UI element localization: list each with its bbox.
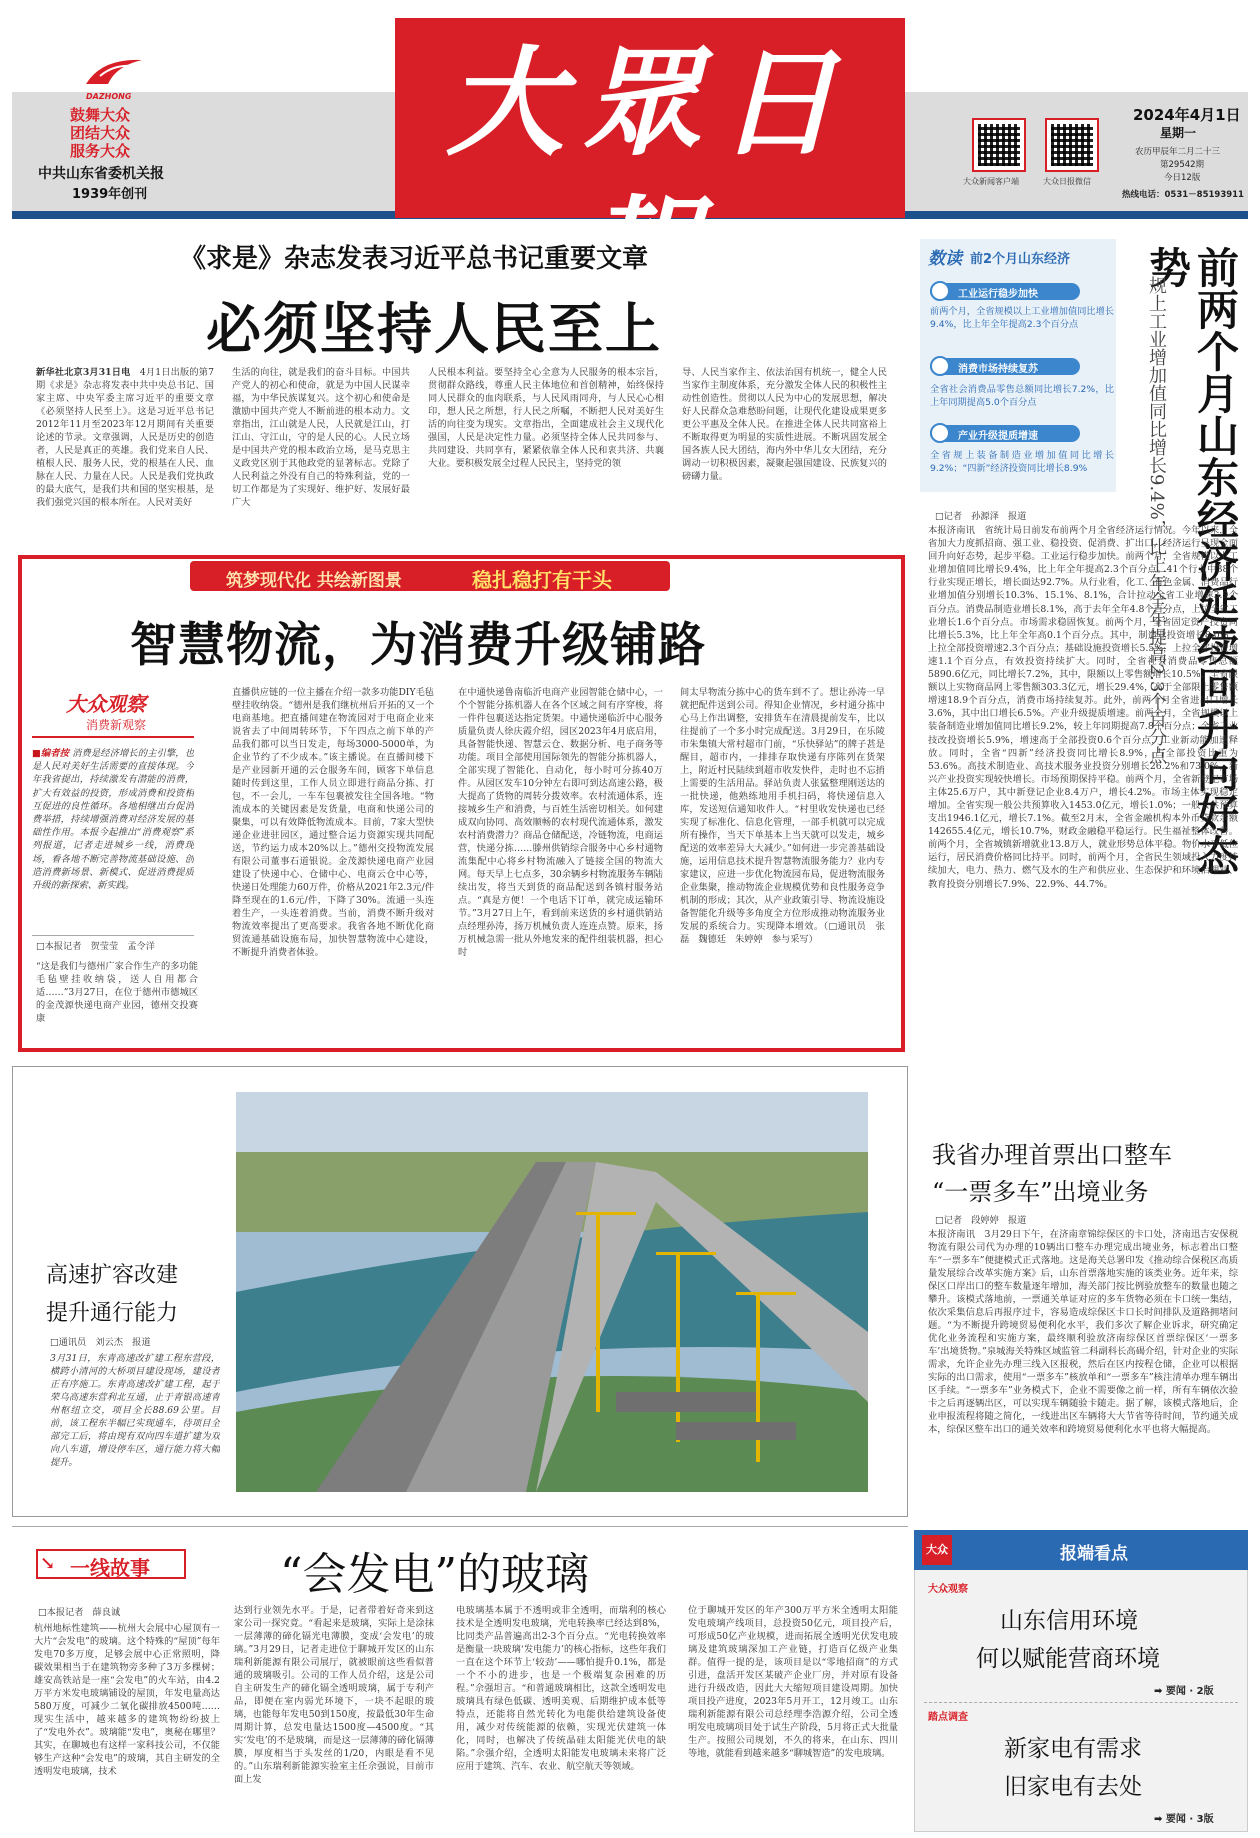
editor-label: ■编者按 [32, 748, 70, 759]
organization: 中共山东省委机关报 [38, 166, 164, 182]
founded: 1939年创刊 [72, 187, 148, 202]
export-byline: □记者 段婷婷 报道 [935, 1215, 1027, 1226]
lead-col-1-text: 4月1日出版的第7期《求是》杂志将发表中共中央总书记、国家主席、中央军委主席习近平的重要文章《必须坚持人民至上》。这是习近平总书记2012年11月至2023年12月期间有关重要论述的节录。文章强调，人民是历史的创造者，人民是真正的英雄。我们党来自人民、植根人民、服务人民，党的根基在人民、血脉在人民、力量在人民。人民是我们党执政的最大底气，是我们共和国的坚实根基，是我们强党兴国的根本所在。人民对美好 [36, 367, 214, 508]
data-item-1-label: 工业运行稳步加快 [958, 289, 1038, 300]
feature-byline: □本报记者 贺莹莹 孟令洋 [36, 941, 155, 952]
shopping-cart-icon [930, 356, 950, 376]
feature-col-2: 直播供应链的一位主播在介绍一款多功能DIY毛毡壁挂收纳袋。“德州是我们继杭州后开拓的又一个电商基地。把直播间建在物流园对于电商企业来说省去了中间周转环节，下午四点之前下单的产品我们都可以当日发走，每场3000-5000单，为企业节约了不少成本。”该主播说。在直播间楼下是产业园新开通的云仓服务车间，顾客下单信息随时传到这里，工作人员立即进行商品分拣、打包，不一会儿，一车车包裹被发往全国各地。“物流成本的关键因素是发货量，电商和快递公司的聚集，可以有效降低物流成本。目前，7家大型快递企业进驻园区，通过整合运力资源实现共同配送，节约运力成本20%以上。”德州交投物流发展有限公司董事石道银说。金茂源快递电商产业园建设了快递中心、仓储中心、电商云仓中心等，快递日处理能力60万件，价格从2021年2.3元/件降至现在的1.6元/件，下降了30%。流通一头连着生产，一头连着消费。当前，消费不断升级对物流效率提出了更高要求。我省各地不断优化商贸流通基础设施布局，加快智慧物流中心建设，不断提升消费者体验。 [232, 687, 434, 958]
dazhong-bird-icon [82, 54, 146, 92]
data-item-2-label: 消费市场持续复苏 [958, 364, 1038, 375]
photo-caption: 3月31日，东青高速改扩建工程东营段，横跨小清河的大桥项目建设现场，建设者正有序施工。东青高速改扩建工程，起于荣乌高速东营利北互通，止于青银高速青州枢纽立交，项目全长88.69公里。目前，该工程东半幅已实现通车，待项目全部完工后，将由现有双向四车道扩建为双向八车道，增设停车区，通行能力将大幅提升。 [50, 1353, 220, 1468]
glass-col-2: 达到行业领先水平。于是，记者带着好奇来到这家公司一探究竟。“看起来是玻璃，实际上是涂抹一层薄薄的碲化镉光电薄膜，变成‘会发电’的玻璃。”3月29日，记者走进位于聊城开发区的山东瑞利新能源有限公司展厅，就被眼前这些看似普通的玻璃吸引。公司的工作人员介绍，这是公司自主研发生产的碲化镉全透明玻璃，属于专利产品，即便在室内弱光环境下，一块不起眼的玻璃，也能每年发电50到150度，按最低30年生命周期计算，总发电量达1500度—4500度。“其实‘发电’的不是玻璃，而是这一层薄薄的碲化镉薄膜，厚度相当于头发丝的1/20，内眼是看不见的。”山东瑞利新能源实验室主任佘强说，目前市面上发 [234, 1605, 434, 1785]
data-item-3-label: 产业升级提质增速 [958, 431, 1038, 442]
feature-headline[interactable]: 智慧物流，为消费升级铺路 [130, 618, 706, 673]
column-logo: 大众观察 [66, 692, 146, 716]
feature-col-4 [680, 686, 885, 1042]
photo-headline-2[interactable]: 提升通行能力 [46, 1301, 179, 1326]
lead-col-1 [36, 366, 214, 538]
data-item-1-text: 前两个月，全省规模以上工业增加值同比增长9.4%，比上年全年提高2.3个百分点 [930, 306, 1114, 330]
column-tag-label: 一线故事 [70, 1556, 150, 1580]
readpoint-item-1-l1[interactable]: 山东信用环境 [1000, 1608, 1138, 1634]
readpoint-item-1-ref[interactable]: ➡ 要闻 · 2版 [1154, 1686, 1214, 1697]
readpoint-item-2-l2[interactable]: 旧家电有去处 [1004, 1774, 1142, 1800]
page-count: 今日12版 [1164, 173, 1201, 183]
factory-icon [930, 423, 950, 443]
photo-headline-1[interactable]: 高速扩容改建 [46, 1263, 179, 1288]
qr-code-app[interactable] [972, 118, 1026, 172]
vertical-headline[interactable]: 前两个月山东经济延续回升向好态势 [1143, 246, 1240, 876]
glass-headline[interactable]: “会发电”的玻璃 [280, 1549, 589, 1600]
qr-code-wechat[interactable] [1045, 118, 1099, 172]
slogan-2: 团结大众 [70, 124, 131, 142]
chart-up-icon [930, 281, 950, 301]
glass-col-3: 电玻璃基本属于不透明或非全透明，而瑞利的核心技术是全透明发电玻璃，光电转换率已经达到8%，比同类产品普遍高出2-3个百分点。“光电转换效率是衡量一块玻璃‘发电能力’的核心指标，这些年我们一直在这个环节上‘较劲’——哪怕提升0.1%，都是一个不小的进步，也是一个极端复杂困难的历程。”佘强坦言。“和普通玻璃相比，这款全透明发电玻璃具有绿色低碳、透明美观、后期维护成本低等特点，还能将自然光转化为电能供给建筑设备使用，减少对传统能源的依赖，实现光伏建筑一体化，同时，也解决了传统晶硅太阳能光伏电的缺陷。”佘强介绍，全透明太阳能发电玻璃未来将广泛应用于建筑、汽车、农业、航空航天等领域。 [456, 1605, 666, 1772]
feature-banner-b: 稳扎稳打有干头 [472, 568, 612, 592]
lunar-date: 农历甲辰年二月二十三 [1135, 147, 1221, 157]
editor-note-text: 消费是经济增长的主引擎，也是人民对美好生活需要的直接体现。今年我省提出，持续激发有潜能的消费，扩大有效益的投资，形成消费和投资相互促进的良性循环。各地相继出台促消费举措，持续增强消费对经济发展的基础性作用。本报今起推出“消费观察”系列报道，记者走进城乡一线，消费现场，看各地不断完善物流基础设施、创造消费新场景、新模式、促进消费提质升级的新探索、新实践。 [32, 748, 194, 892]
feature-col-4-byline: （□通讯员 张磊 魏德廷 朱婷婷 参与采写） [680, 921, 885, 945]
weekday: 星期一 [1160, 126, 1197, 140]
data-read-title-a: 数读 [928, 249, 962, 269]
feature-col-3: 在中通快递鲁南临沂电商产业园智能仓储中心，一个个智能分拣机器人在各个区域之间有序穿梭，将一件件包裹送达指定货架。中通快递临沂中心服务质量负责人徐庆霞介绍，园区2023年4月底启用，具备智能快递、智慧云仓、数据分析、电子商务等功能。项目全部使用国际领先的智能分拣机器人，全部实现了智能化、自动化，每小时可分拣40万件。从园区发车10分钟左右即可到达高速公路，极大提高了货物的周转分拨效率。农村流通体系，连接城乡生产和消费，与百姓生活密切相关。如何建成双向协同、高效顺畅的农村现代流通体系，激发农村消费潜力？商品仓储配送，冷链物流，电商运营，快递分拣……滕州供销综合服务中心乡村通物流集配中心将乡村物流融入了链接全国的物流大网。每天早上七点多，30余辆乡村物流服务车辆陆续出发，将当天到货的商品配送到各镇村服务站点。“真是方便！一个电话下订单，就完成运输环节。”3月27日上午，看到前来送货的乡村通供销站点经理孙涛，扬万机械负责人连连点赞。原来，扬万机械急需一批从外地发来的配件组装机器，担心时 [458, 687, 663, 958]
lead-col-3: 人民根本利益。要坚持全心全意为人民服务的根本宗旨，贯彻群众路线，尊重人民主体地位和首创精神，始终保持同人民群众的血肉联系，与人民风雨同舟，与人民心心相印，想人民之所想，行人民之所嘱，不断把人民对美好生活的向往变为现实。文章指出，全面建成社会主义现代化强国，人民是决定性力量。必须坚持全体人民共同参与、共同建设、共同享有，紧紧依靠全体人民和衷共济、共襄大业。要积极发展全过程人民民主，坚持党的领 [428, 367, 664, 469]
readpoint-title: 报端看点 [1060, 1544, 1128, 1564]
newspaper-title: 大眾日報 [445, 33, 854, 322]
issue-date: 2024年4月1日 [1133, 106, 1241, 124]
editor-note [32, 747, 194, 927]
feature-banner-a: 筑梦现代化 共绘新图景 [226, 571, 402, 591]
feature-divider [32, 935, 194, 936]
hotline: 热线电话：0531－85193911 [1122, 190, 1244, 200]
readpoint-item-2-l1[interactable]: 新家电有需求 [1004, 1736, 1142, 1762]
lead-col-2: 生活的向往，就是我们的奋斗目标。中国共产党人的初心和使命，就是为中国人民谋幸福，为中华民族谋复兴。这个初心和使命是激励中国共产党人不断前进的根本动力。文章指出，江山就是人民，人民就是江山，打江山、守江山，守的是人民的心。人民立场是中国共产党的根本政治立场，是马克思主义政党区别于其他政党的显著标志。党除了人民利益之外没有自己的特殊利益，党的一切工作都是为了实现好、维护好、发展好最广大 [232, 367, 410, 508]
lead-col-4: 导、人民当家作主、依法治国有机统一，健全人民当家作主制度体系，充分激发全体人民的积极性主动性创造性。贯彻以人民为中心的发展思想，解决好人民群众急难愁盼问题，让现代化建设成果更多更公平惠及全体人民。在推进全体人民共同富裕上不断取得更为明显的实质性进展。不断巩固发展全国各族人民大团结，海内外中华儿女大团结，充分调动一切积极因素，凝聚起强国建设、民族复兴的磅礴力量。 [682, 367, 887, 482]
arrow-icon: ↘ [40, 1553, 56, 1574]
readpoint-tag-1: 大众观察 [928, 1584, 968, 1595]
logo-en: DAZHONG [86, 92, 132, 101]
glass-col-4: 位于聊城开发区的年产300万平方米全透明太阳能发电玻璃产线项目，总投资50亿元，项目投产后，可形成50亿产业规模，进而拓展全透明光伏发电玻璃及建筑玻璃深加工产业链，打造百亿级产业集群。值得一提的是，该项目是以“零地招商”的方式引进，盘活开发区某破产企业厂房，并对原有设备进行升级改造，因此大大缩短项目建设周期。加快项目投产进度，2023年5月开工，12月竣工。山东瑞利新能源有限公司总经理李浩源介绍，公司全透明发电玻璃项目处于试生产阶段，5月将正式大批量生产。按照公司规划，不久的将来，在山东、四川等地，就能看到越来越多“聊城智造”的发电玻璃。 [688, 1605, 898, 1759]
highway-bridge-photo[interactable] [236, 1092, 868, 1492]
readpoint-item-2-ref[interactable]: ➡ 要闻 · 3版 [1154, 1814, 1214, 1825]
feature-col-4-text: 间太早物流分拣中心的货车到不了。想让孙涛一早就把配件送到公司。得知企业情况，乡村通分拣中心马上作出调整，安排货车在清晨提前发车，比以往提前了一个多小时完成配送。3月29日，在乐陵市朱集镇大常村超市门前，“乐快驿站”的牌子甚是醒目，超市内，一排排存取快递有序陈列在货架上，附近村民陆续到超市收发快件，走时也不忘捎上需要的生活用品。驿站负责人张猛整理刚送达的一批快递，他熟练地用手机扫码，将快递信息入库，发送短信通知收件人。“村里收发快递也已经实现了标准化、信息化管理，一部手机就可以完成所有操作，当天下单基本上当天就可以发走，城乡配送的效率差异大大减少。”如何进一步完善基础设施，运用信息技术提升智慧物流服务能力？业内专家建议，应进一步优化物流园布局，促进物流服务企业集聚，推动物流企业规模优势和良性服务竞争机制的形成；其次，从产业政策引导、物流设施设备智能化升级等多角度全方位形成推动物流服务业发展的系统合力。实现降本增效。 [680, 687, 885, 932]
lead-kicker[interactable]: 《求是》杂志发表习近平总书记重要文章 [180, 244, 649, 274]
slogan-3: 服务大众 [70, 142, 131, 160]
readpoint-divider [924, 1702, 1238, 1703]
lead-headline[interactable]: 必须坚持人民至上 [206, 296, 663, 361]
qr-label-wechat: 大众日报微信 [1043, 177, 1091, 186]
section-rule [12, 1526, 908, 1527]
glass-byline: □本报记者 薛良诚 [38, 1607, 121, 1618]
glass-col-1: 杭州地标性建筑——杭州大会展中心屋顶有一大片“会发电”的玻璃。这个特殊的“屋顶”每年发电70多万度，足够会展中心正常照明，降碳效果相当于在建筑物旁多种了3万多棵树；雄安高铁站是一座“会发电”的火车站，由4.2万平方米发电玻璃铺设的屋顶，年发电量高达580万度，可减少二氧化碳排放4500吨……现实生活中，越来越多的建筑物纷纷披上了“发电外衣”。玻璃能“发电”，奥秘在哪里？其实，在聊城也有这样一家科技公司，不仅能够生产这种“会发电”的玻璃，其自主研发的全透明发电玻璃，技术 [34, 1623, 220, 1777]
photo-byline: □通讯员 刘云杰 报道 [50, 1337, 151, 1348]
data-item-3-text: 全省规上装备制造业增加值同比增长9.2%；“四新”经济投资同比增长8.9% [930, 450, 1114, 474]
data-item-2-text: 全省社会消费品零售总额同比增长7.2%，比上年同期提高5.0个百分点 [930, 384, 1114, 408]
readpoint-logo: 大众 [922, 1535, 952, 1565]
slogan-1: 鼓舞大众 [70, 106, 131, 124]
vertical-subheadline: 规上工业增加值同比增长9.4%，比上年全年提高2.3个百分点 [1146, 276, 1167, 765]
feature-col-1: “这是我们与德州广家合作生产的多功能毛毡壁挂收纳袋，送人自用都合适……”3月27日，在位于德州市德城区的金茂源快递电商产业园，德州交投赛康 [36, 961, 198, 1024]
export-headline-1[interactable]: 我省办理首票出口整车 [932, 1141, 1172, 1169]
lead-dateline: 新华社北京3月31日电 [36, 367, 131, 378]
export-headline-2[interactable]: “一票多车”出境业务 [932, 1178, 1149, 1206]
econ-body: 本报济南讯 省统计局日前发布前两个月全省经济运行情况。今年以来，全省加大力度抓招商、强工业、稳投资、促消费、扩出口，经济运行呈现全面回升向好态势，起步平稳。工业运行稳步加快。前两个月，全省规模以上工业增加值同比增长9.4%，比上年全年提高2.3个百分点。41个行业中38个行业实现正增长，增长面达92.7%。从行业看，化工、有色金属、消费品行业增加值分别增长10.3%、15.1%、8.1%，合计拉动全省工业增速3.9个百分点。消费品制造业增长8.1%，高于去年全年4.8个百分点，上拉全省工业增长1.6个百分点。市场需求稳固恢复。前两个月，全省固定资产投资同比增长5.3%，比上年全年高0.1个百分点。其中，制造业投资增长8.0%，上拉全部投资增速2.3个百分点；基础设施投资增长5.5%，上拉全部投资增速1.1个百分点，有效投资持续扩大。同时，全省社会消费品零售总额5890.6亿元，同比增长7.2%，其中，限额以上零售额增长10.5%。全省限额以上实物商品网上零售额303.3亿元，增长29.4%，高于全部限上零售额增速18.9个百分点，消费市场持续复苏。此外，前两个月全省进出口增长3.6%，其中出口增长6.5%。产业升级提质增速。前两个月，全省规模以上装备制造业增加值同比增长9.2%，较上年同期提高7.8个百分点；全省工业技改投资增长5.9%，增速高于全部投资0.6个百分点，工业新动能加速释放。同时，全省“四新”经济投资同比增长8.9%，占全部投资比重为53.6%。高技术制造业、高技术服务业投资分别增长26.2%和73.0%，新兴产业投资实现较快增长。市场预期保持平稳。前两个月，全省新登记市场主体25.6万户，其中新登记企业8.4万户，增长4.2%。市场主体实现稳定增加。全省实现一般公共预算收入1453.0亿元，增长1.0%；一般公共预算支出1946.1亿元，增长7.1%。截至2月末，全省金融机构本外币贷款余额142655.4亿元，增长10.7%，财政金融稳平稳运行。民生福祉整体改善。前两个月，全省城镇新增就业13.8万人，就业形势总体平稳。物价水平低位运行，居民消费价格同比持平。同时，前两个月，全省民生领域投入力度持续加大，电力、热力、燃气及水的生产和供应业、生态保护和环境治理业、教育投资分别增长7.9%、22.9%、44.7%。 [928, 525, 1238, 890]
data-read-title-b: 前2个月山东经济 [970, 252, 1071, 267]
column-sub: 消费新观察 [86, 718, 147, 732]
qr-label-app: 大众新闻客户端 [963, 177, 1019, 186]
readpoint-tag-2: 踏点调查 [928, 1712, 968, 1723]
export-body: 本报济南讯 3月29日下午，在济南章锦综保区的卡口处，济南迅吉安保税物流有限公司代为办理的10辆出口整车办理完成出境业务，标志着出口整车“一票多车”便捷模式正式落地。这是海关总署印发《推动综合保税区高质量发展综合改革实施方案》后，山东首票落地实施的该类业务。近年来，综保区口岸出口的整车数量逐年增加，海关部门按比例验放整车的数量也随之攀升。该模式落地前，一票通关单证对应的多车货物必须在卡口统一集结，依次采集信息后再报序过卡，容易造成综保区卡口长时间排队及道路拥堵问题。“为不断提升跨境贸易便利化水平，我们多次了解企业诉求，研究确定优化业务流程和实施方案，最终顺利验放济南综保区首票综保区‘一票多车’出境货物。”泉城海关特殊区域监管二科副科长高碣介绍，针对企业的实际需求，允许企业先办理三线入区报税，然后在区内按程仓储，企业可以根据实际的出口需求，使用“一票多车”核放单和“一票多车”核注清单办理车辆出区手续。“一票多车”业务模式下，企业不需要像之前一样，所有车辆依次验卡之后再逐辆出区，可以实现车辆随验卡随走。据了解，该模式落地后，企业申报流程将随之简化，一线进出区车辆将大大节省等待时间，节约通关成本，综保区整车出口的通关效率和跨境贸易便利化水平也将大幅提高。 [928, 1229, 1238, 1435]
econ-byline: □记者 孙源泽 报道 [935, 511, 1027, 522]
issue-number: 第29542期 [1160, 160, 1205, 170]
readpoint-item-1-l2[interactable]: 何以赋能营商环境 [976, 1646, 1160, 1672]
